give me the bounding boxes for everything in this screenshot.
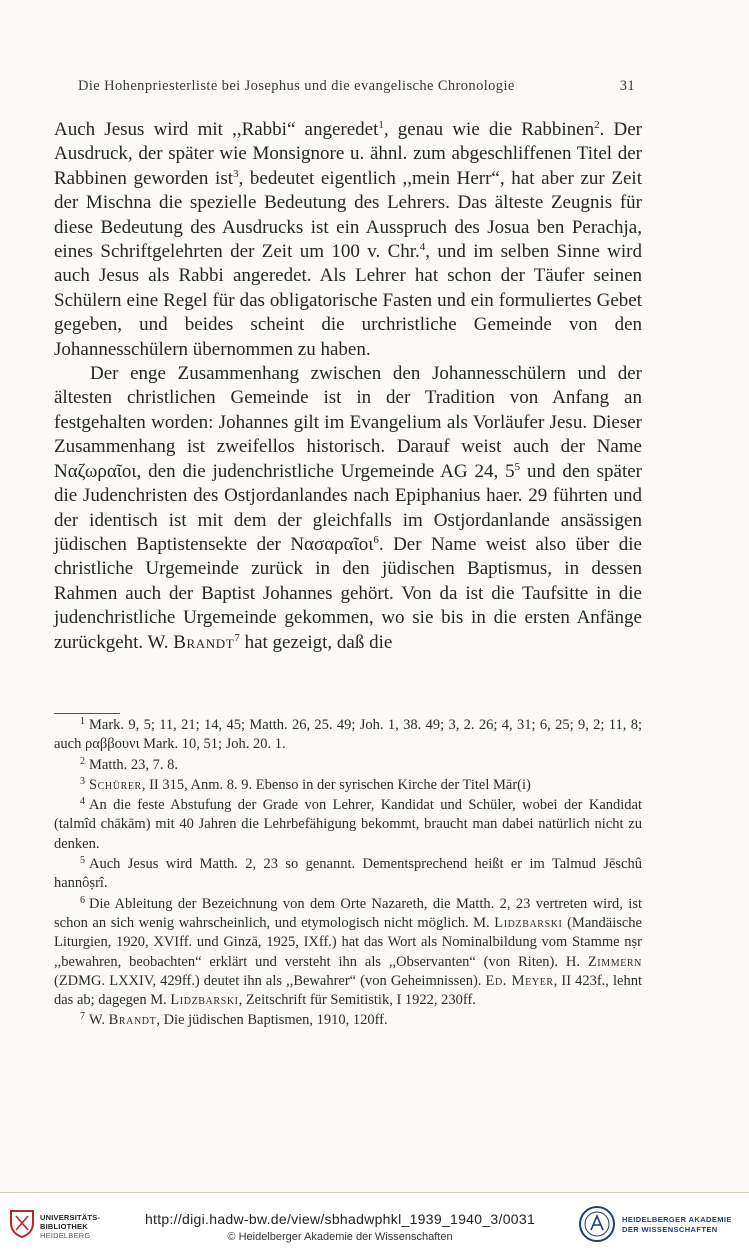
- academy-name: HEIDELBERGER AKADEMIE DER WISSENSCHAFTEN: [622, 1215, 732, 1234]
- footnote-4: $^4$ An die feste Abstufung der Grade von Lehrer, Kandidat und Schüler, wobei der Kandidat (talmîd chākām) mit 40 Jahren die Lehrbefähigung bekommt, braucht man dabei natürlich nicht zu denken.: [54, 796, 642, 852]
- footnote-ref-7: 7: [234, 631, 240, 644]
- library-name: UNIVERSITÄTS- BIBLIOTHEK HEIDELBERG: [40, 1213, 101, 1240]
- footnote-2: $^2$ Matth. 23, 7. 8.: [80, 755, 179, 773]
- footnote-ref-1: 1: [378, 119, 384, 131]
- page-number: 31: [619, 78, 635, 94]
- footnote-6: $^6$ Die Ableitung der Bezeichnung von dem Orte Nazareth, die Matth. 2, 23 vertreten wird, ist schon an sich wenig wahrscheinlich, und etymologisch nicht möglich. M. Lidzbarski (Mandäische Liturgien, 1920, XVIff. und Ginzā, 1925, IXff.) hat das Wort als Nominalbildung vom Stamme nṣr ,,bewahren, beobachten“ erklärt und versteht ihn als ,,Observanten“ (von Riten). H. Zimmern (ZDMG. LXXIV, 429ff.) deutet ihn als ,,Bewahrer“ (von Geheimnissen). Ed. Meyer, II 423f., lehnt das ab; dagegen M. Lidzbarski, Zeitschrift für Semitistik, I 1922, 230ff.: [54, 894, 642, 1009]
- running-head: [78, 78, 635, 95]
- body-text: [54, 118, 642, 655]
- footnote-ref-5: 5: [514, 460, 521, 473]
- footer-bar: [0, 1195, 749, 1253]
- footnotes: [54, 716, 642, 1032]
- academy-seal-icon: [578, 1205, 616, 1243]
- shield-crest-icon: [8, 1208, 36, 1238]
- footnote-7: $^7$ W. Brandt, Die jüdischen Baptismen, 1910, 120ff.: [80, 1011, 388, 1029]
- footnote-ref-4: 4: [419, 241, 426, 254]
- footnote-1: $^1$ Mark. 9, 5; 11, 21; 14, 45; Matth. 26, 25. 49; Joh. 1, 38. 49; 3, 2. 26; 4, 31; 6, 25; 9, 2; 11, 8; auch ραββουνι Mark. 10, 51; Joh. 20. 1.: [54, 716, 642, 753]
- footnote-ref-6: 6: [373, 533, 379, 546]
- footnote-ref-3: 3: [233, 167, 239, 180]
- running-head-title: Die Hohenpriesterliste bei Josephus und die evangelische Chronologie: [78, 78, 515, 94]
- paragraph-1: Auch Jesus wird mit ,,Rabbi“ angeredet$^1$, genau wie die Rabbinen$^2$. Der Ausdruck, der später wie Monsignore u. ähnl. zum abgeschliffenen Titel der Rabbinen geworden ist$^3$, bedeutet eigentlich ,,mein Herr“, hat aber zur Zeit der Mischna die spezielle Bedeutung des Lehrers. Das älteste Zeugnis für diese Bedeutung des Ausdrucks ist ein Ausspruch des Josua ben Perachja, eines Schriftgelehrten der Zeit um 100 v. Chr.$^4$, und im selben Sinne wird auch Jesus als Rabbi angeredet. Als Lehrer hat schon der Täufer seinen Schülern eine Regel für das obligatorische Fasten und ein formuliertes Gebet gegeben, und beides scheint die urchristliche Gemeinde von den Johannesschülern übernommen zu haben.: [54, 119, 643, 360]
- footnote-divider: [54, 713, 120, 714]
- copyright-notice: © Heidelberger Akademie der Wissenschaften: [227, 1231, 453, 1243]
- footer-divider: [0, 1192, 749, 1193]
- source-url-link[interactable]: http://digi.hadw-bw.de/view/sbhadwphkl_1939_1940_3/0031: [144, 1211, 536, 1227]
- footnote-3: $^3$ Schürer, II 315, Anm. 8. 9. Ebenso in der syrischen Kirche der Titel Mār(i): [80, 775, 531, 793]
- paragraph-2: Der enge Zusammenhang zwischen den Johannesschülern und der ältesten christlichen Gemeinde ist in der Tradition von Anfang an festgehalten worden: Johannes gilt im Evangelium als Vorläufer Jesu. Dieser Zusammenhang ist zweifellos historisch. Darauf weist auch der Name Ναζωραῖοι, den die judenchristliche Urgemeinde AG 24, $5^5$ und den später die Judenchristen des Ostjordanlandes nach Epiphanius haer. 29 führten und der identisch ist mit dem der gleichfalls im Ostjordanlande ansässigen jüdischen Baptistensekte der Νασαραῖοι$^6$. Der Name weist also über die christliche Urgemeinde zurück in den jüdischen Baptismus, in dessen Rahmen auch der Baptist Johannes gehört. Von da ist die Taufsitte in die judenchristliche Urgemeinde gekommen, wo sie bis in die ersten Anfänge zurückgeht. W. Brandt$^7$ hat gezeigt, daß die: [54, 363, 642, 653]
- footnote-5: $^5$ Auch Jesus wird Matth. 2, 23 so genannt. Dementsprechend heißt er im Talmud Jēschû hannôṣrî.: [54, 855, 642, 892]
- footnote-ref-2: 2: [594, 119, 600, 131]
- author-name-brandt: Brandt: [173, 631, 235, 653]
